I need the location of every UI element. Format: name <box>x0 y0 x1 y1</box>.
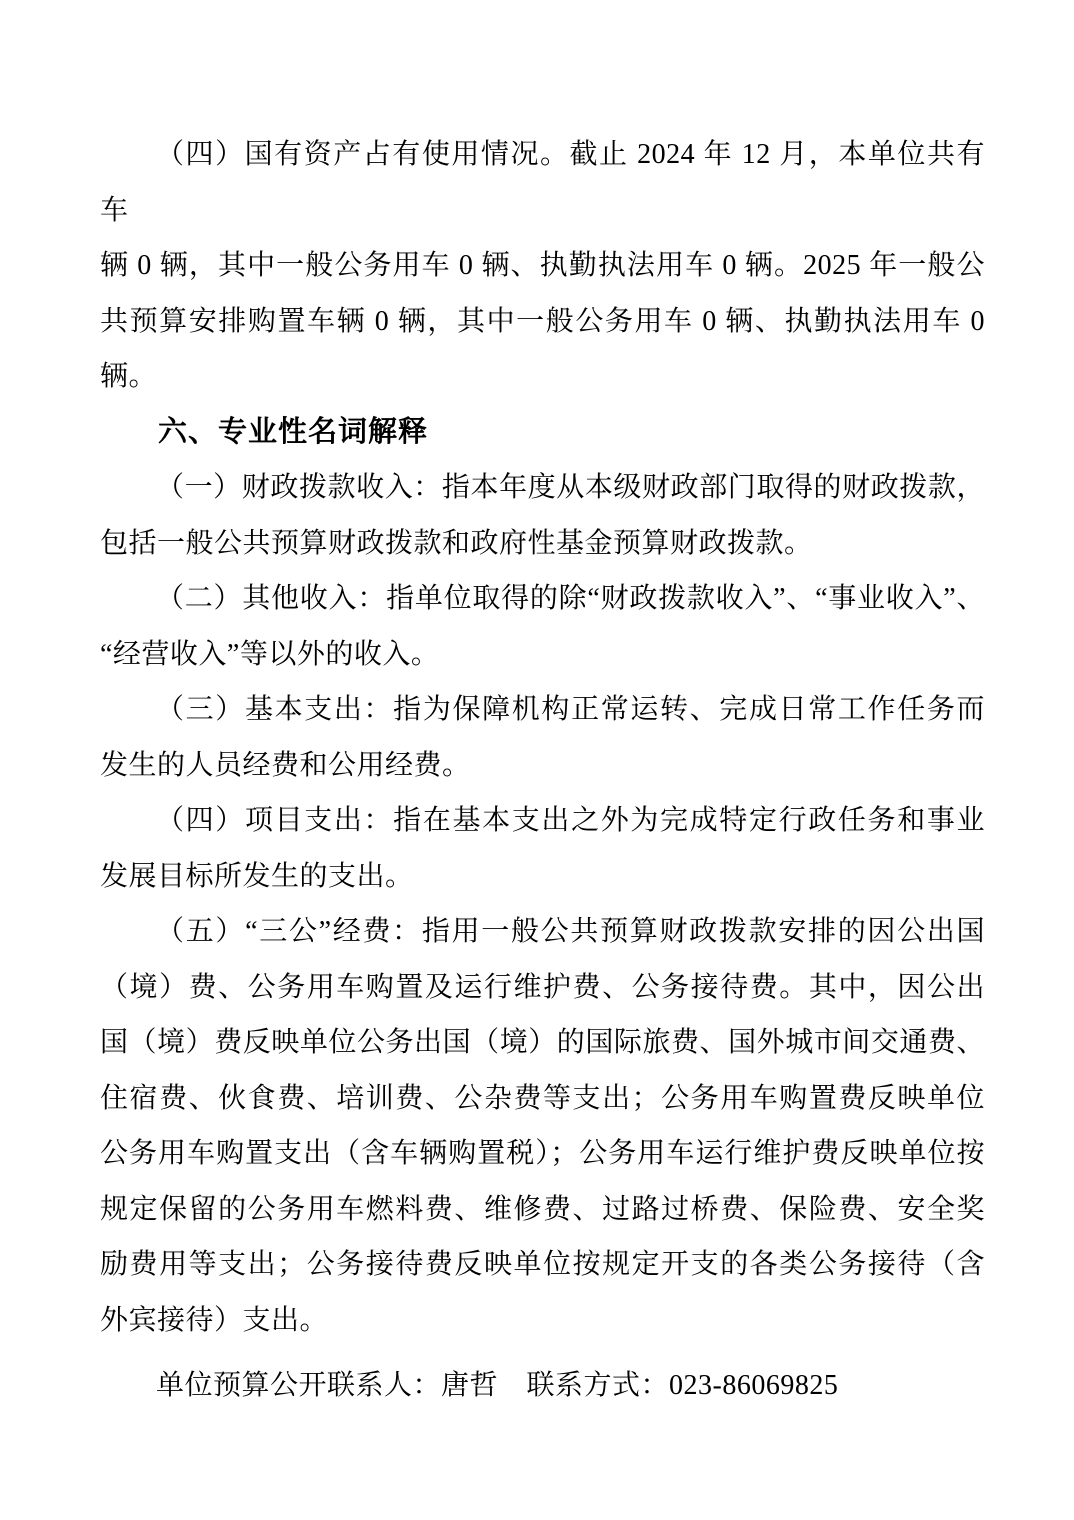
definition-basic-expenditure-line-1: （三）基本支出：指为保障机构正常运转、完成日常工作任务而 <box>156 694 985 725</box>
definition-fiscal-appropriation-income-line-2: 包括一般公共预算财政拨款和政府性基金预算财政拨款。 <box>100 527 813 559</box>
definition-three-public-funds-line-6: 规定保留的公务用车燃料费、维修费、过路过桥费、保险费、安全奖 <box>100 1193 985 1225</box>
section-heading-glossary: 六、专业性名词解释 <box>158 415 429 448</box>
definition-three-public-funds-line-5: 公务用车购置支出（含车辆购置税）；公务用车运行维护费反映单位按 <box>100 1138 985 1169</box>
document-body <box>100 127 985 1414</box>
definition-project-expenditure-line-2: 发展目标所发生的支出。 <box>100 860 414 892</box>
definition-three-public-funds-line-1: （五）“三公”经费：指用一般公共预算财政拨款安排的因公出国 <box>156 916 985 947</box>
definition-three-public-funds-line-4: 住宿费、伙食费、培训费、公杂费等支出；公务用车购置费反映单位 <box>100 1082 985 1114</box>
definition-three-public-funds-line-7: 励费用等支出；公务接待费反映单位按规定开支的各类公务接待（含 <box>100 1249 985 1280</box>
asset-usage-paragraph-line-3: 共预算安排购置车辆 0 辆，其中一般公务用车 0 辆、执勤执法用车 0 <box>100 305 985 337</box>
asset-usage-paragraph-line-1: （四）国有资产占有使用情况。截止 2024 年 12 月，本单位共有车 <box>100 139 985 226</box>
asset-usage-paragraph-line-2: 辆 0 辆，其中一般公务用车 0 辆、执勤执法用车 0 辆。2025 年一般公 <box>100 250 985 281</box>
contact-line: 单位预算公开联系人：唐哲 联系方式：023-86069825 <box>156 1370 839 1401</box>
definition-fiscal-appropriation-income-line-1: （一）财政拨款收入：指本年度从本级财政部门取得的财政拨款， <box>156 472 985 503</box>
definition-basic-expenditure-line-2: 发生的人员经费和公用经费。 <box>100 749 471 781</box>
definition-project-expenditure-line-1: （四）项目支出：指在基本支出之外为完成特定行政任务和事业 <box>156 805 985 836</box>
definition-other-income-line-1: （二）其他收入：指单位取得的除“财政拨款收入”、“事业收入”、 <box>156 583 985 614</box>
definition-three-public-funds-line-8: 外宾接待）支出。 <box>100 1304 329 1336</box>
definition-three-public-funds-line-2: （境）费、公务用车购置及运行维护费、公务接待费。其中，因公出 <box>100 971 985 1003</box>
asset-usage-paragraph-line-4: 辆。 <box>100 361 158 392</box>
definition-other-income-line-2: “经营收入”等以外的收入。 <box>100 638 440 670</box>
definition-three-public-funds-line-3: 国（境）费反映单位公务出国（境）的国际旅费、国外城市间交通费、 <box>100 1027 985 1058</box>
